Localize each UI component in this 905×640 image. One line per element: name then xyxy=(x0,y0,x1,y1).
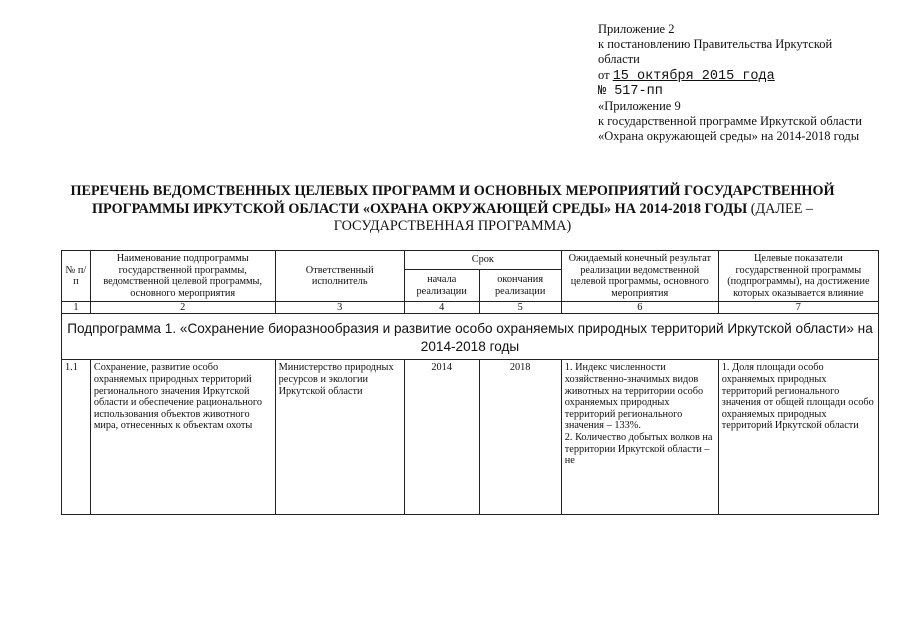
row-executor: Министерство природных ресурсов и экологии Иркутской области xyxy=(275,360,404,515)
header-end: окончания реализации xyxy=(479,270,561,302)
appendix-line-2: к постановлению Правительства Иркутской области xyxy=(598,37,833,67)
header-executor: Ответственный исполнитель xyxy=(275,251,404,302)
document-title-normal: (ДАЛЕЕ – ГОСУДАРСТВЕННАЯ ПРОГРАММА) xyxy=(333,200,814,234)
row-result-2: 2. Количество добытых волков на территории Иркутской области – не xyxy=(564,431,713,467)
subprogram-title: Подпрограмма 1. «Сохранение биоразнообразия и развитие особо охраняемых природных территорий Иркутской области» на 2014-2018 годы xyxy=(62,314,879,360)
program-table xyxy=(61,250,879,515)
subprogram-row xyxy=(62,314,879,360)
appendix-date xyxy=(598,68,868,84)
appendix-date-value: 15 октября 2015 года xyxy=(612,68,775,84)
header-row-1 xyxy=(62,251,879,270)
header-result: Ожидаемый конечный результат реализации ведомственной целевой программы, основного мероприятия xyxy=(561,251,718,302)
col-number: 2 xyxy=(90,302,275,314)
row-start: 2014 xyxy=(404,360,479,515)
column-number-row xyxy=(62,302,879,314)
document-title-bold: ПЕРЕЧЕНЬ ВЕДОМСТВЕННЫХ ЦЕЛЕВЫХ ПРОГРАММ И ОСНОВНЫХ МЕРОПРИЯТИЙ ГОСУДАРСТВЕННОЙ ПРОГРАММЫ ИРКУТСКОЙ ОБЛАСТИ «ОХРАНА ОКРУЖАЮЩЕЙ СРЕДЫ» НА 2014-2018 ГОДЫ xyxy=(70,183,835,217)
col-number: 3 xyxy=(275,302,404,314)
col-number: 1 xyxy=(62,302,91,314)
col-number: 5 xyxy=(479,302,561,314)
row-indicator: 1. Доля площади особо охраняемых природных территорий регионального значения от общей площади особо охраняемых природных территорий Иркутской области xyxy=(718,360,878,515)
appendix-line-1: Приложение 2 xyxy=(598,22,675,36)
row-end: 2018 xyxy=(479,360,561,515)
col-number: 4 xyxy=(404,302,479,314)
row-result-1: 1. Индекс численности хозяйственно-значимых видов животных на территории особо охраняемых природных территорий регионального значения – 133%. xyxy=(564,362,704,432)
header-num: № п/п xyxy=(62,251,91,302)
appendix-block xyxy=(598,22,868,145)
header-name: Наименование подпрограммы государственной программы, ведомственной целевой программы, основного мероприятия xyxy=(90,251,275,302)
appendix-line-5: «Приложение 9 xyxy=(598,99,681,114)
appendix-date-prefix: от xyxy=(598,67,613,82)
header-indicators: Целевые показатели государственной программы (подпрограммы), на достижение которых оказывается влияние xyxy=(718,251,878,302)
appendix-number: № 517-пп xyxy=(598,83,663,99)
col-number: 7 xyxy=(718,302,878,314)
row-name: Сохранение, развитие особо охраняемых природных территорий регионального значения Иркутской области и обеспечение рационального использования объектов животного мира, отнесенных к объектам охоты xyxy=(90,360,275,515)
header-term: Срок xyxy=(404,251,561,270)
row-num: 1.1 xyxy=(62,360,91,515)
document-title xyxy=(40,183,865,236)
col-number: 6 xyxy=(561,302,718,314)
row-result xyxy=(561,360,718,515)
header-start: начала реализации xyxy=(404,270,479,302)
table-row xyxy=(62,360,879,515)
appendix-line-6: к государственной программе Иркутской области «Охрана окружающей среды» на 2014-2018 годы xyxy=(598,114,862,144)
